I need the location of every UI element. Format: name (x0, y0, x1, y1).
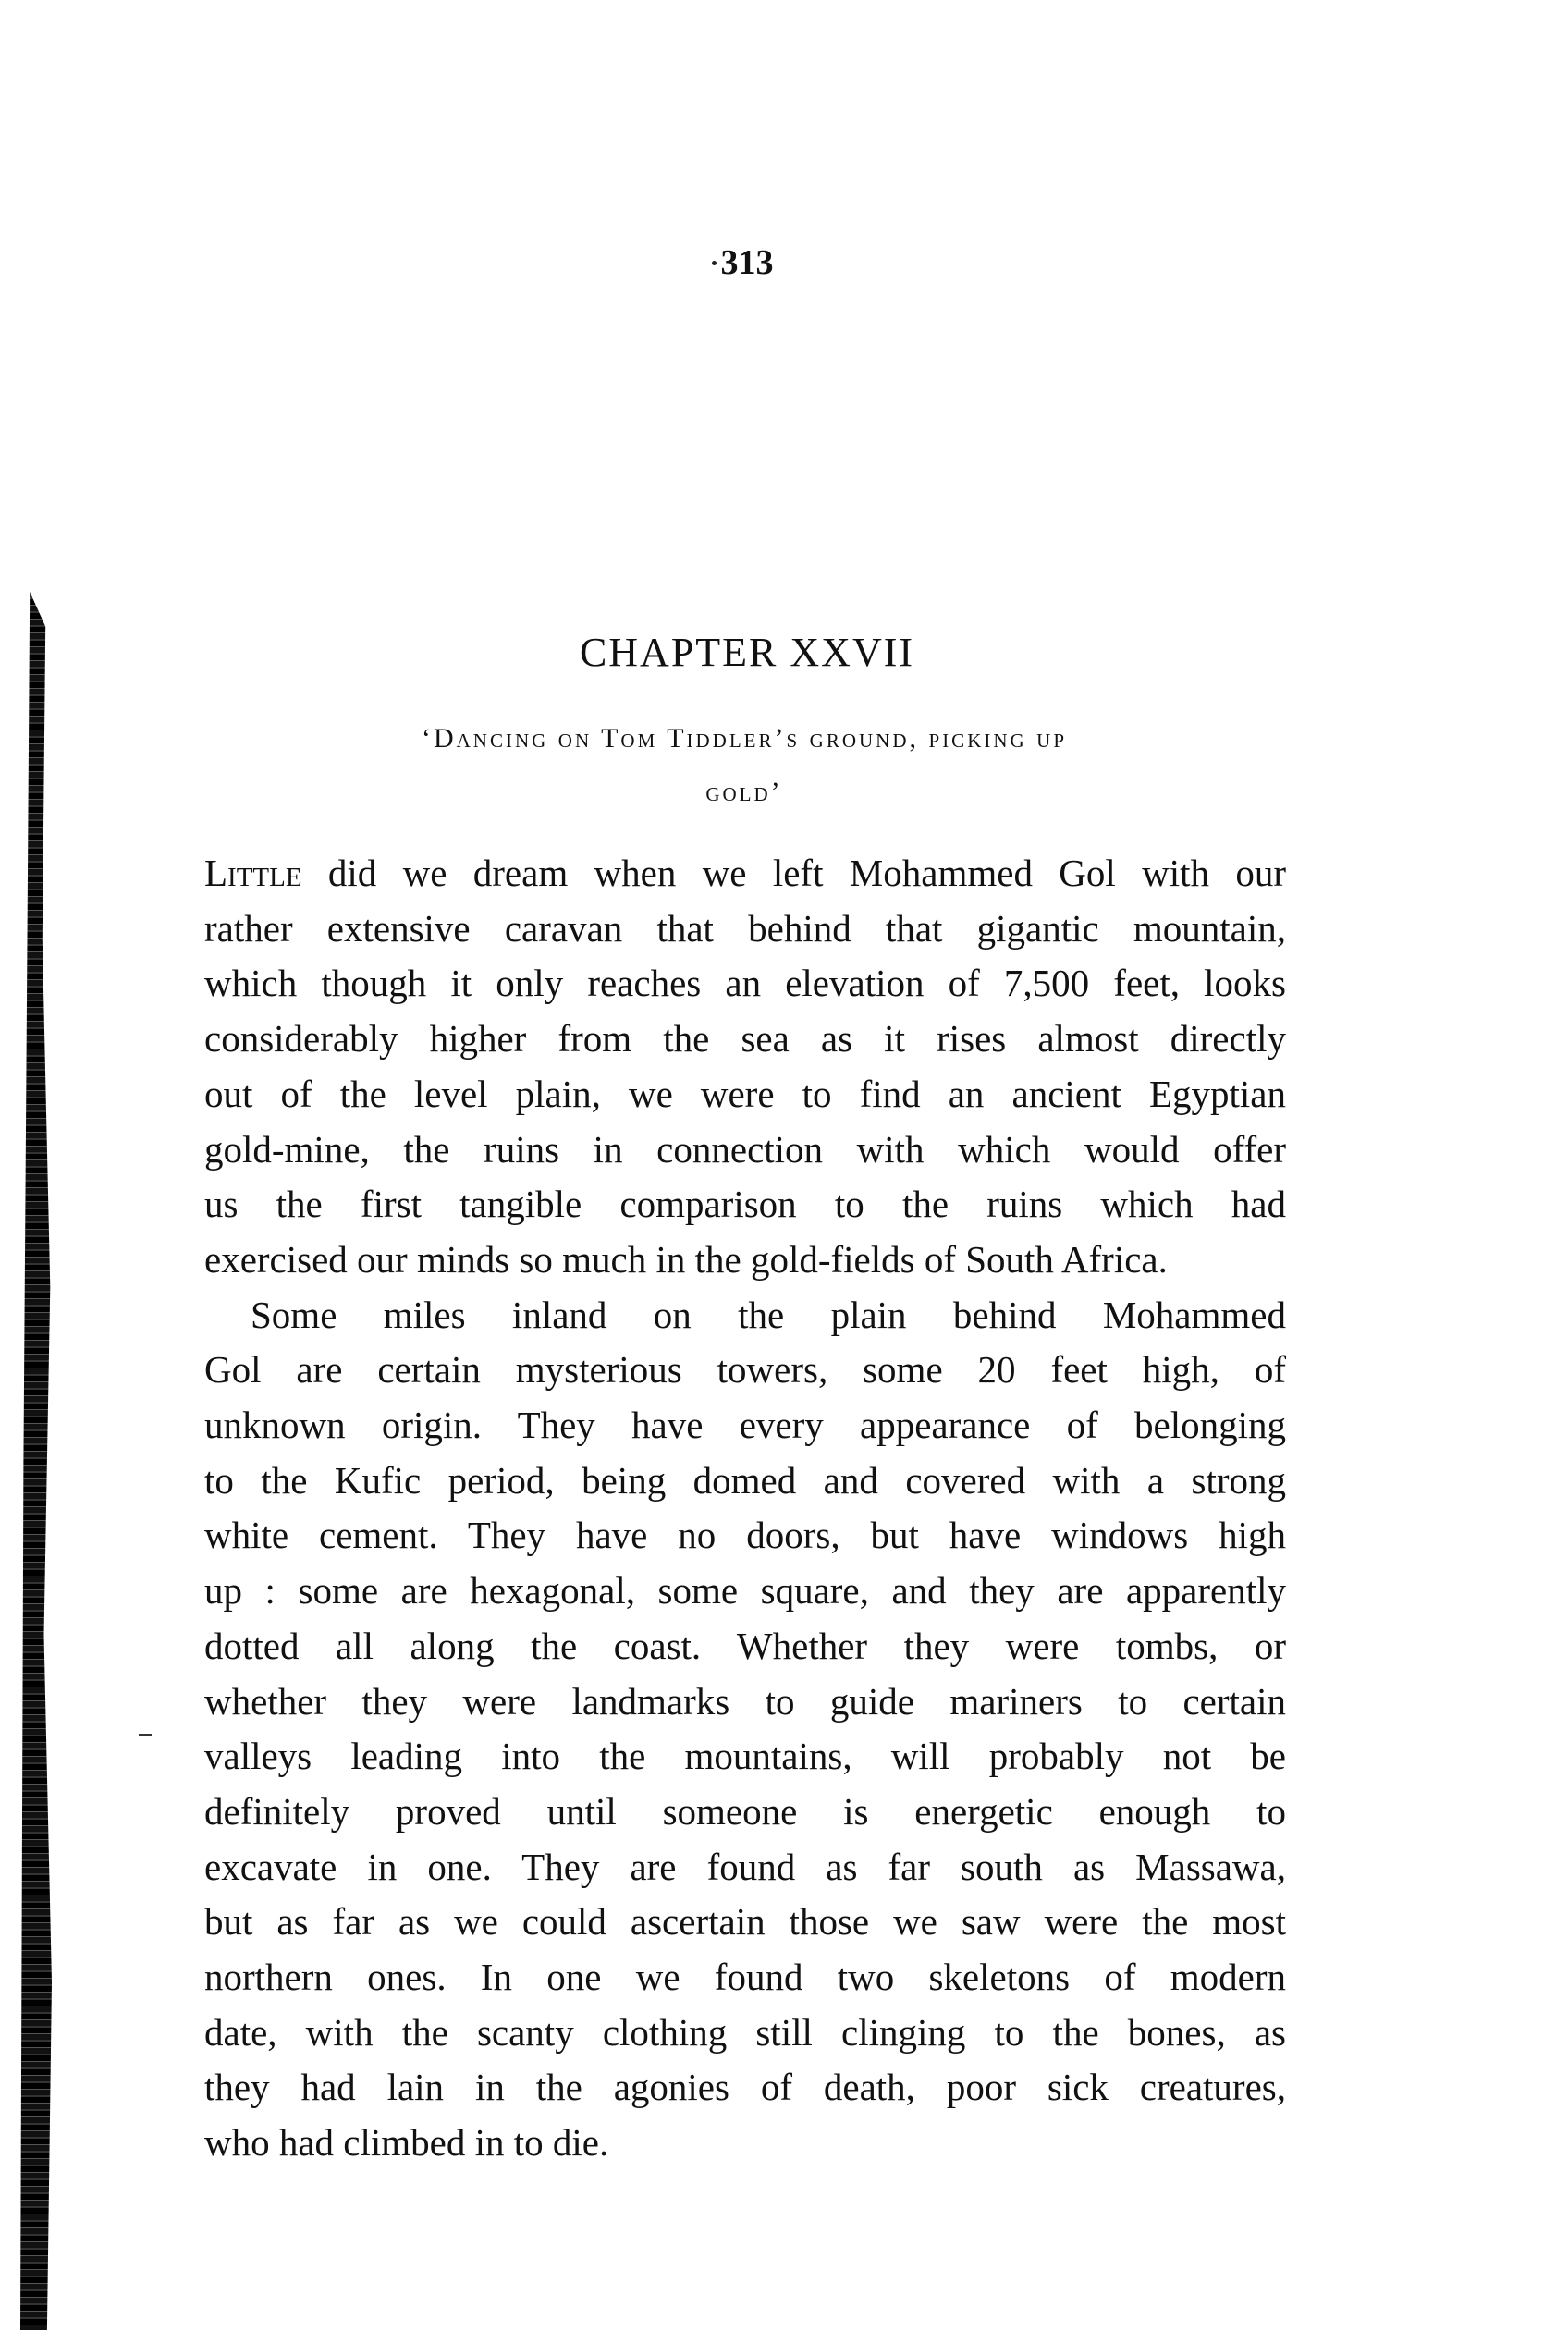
text-line: white cement. They have no doors, but have windows high (204, 1514, 1286, 1557)
text-line: Gol are certain mysterious towers, some 20 feet high, of (204, 1348, 1286, 1392)
opening-word: Little (204, 852, 302, 894)
text-line: us the first tangible comparison to the ruins which had (204, 1183, 1286, 1226)
text-line: date, with the scanty clothing still clinging to the bones, as (204, 2010, 1286, 2054)
text-line: whether they were landmarks to guide mariners to certain (204, 1679, 1286, 1723)
page-number: 313 (720, 243, 774, 282)
text-line: considerably higher from the sea as it rises almost directly (204, 1017, 1286, 1061)
chapter-subtitle (204, 712, 1284, 819)
subtitle-line: ‘Dancing on Tom Tiddler’s ground, picking up (421, 723, 1068, 754)
text-line: excavate in one. They are found as far south as Massawa, (204, 1845, 1286, 1888)
line-text: did we dream when we left Mohammed Gol with our (301, 852, 1286, 894)
body-text (204, 846, 1286, 2171)
text-line: definitely proved until someone is energetic enough to (204, 1789, 1286, 1833)
text-line: Some miles inland on the plain behind Mohammed (251, 1293, 1286, 1336)
text-line: who had climbed in to die. (204, 2121, 609, 2165)
chapter-title: CHAPTER XXVII (579, 630, 915, 675)
text-line: which though it only reaches an elevation of 7,500 feet, looks (204, 962, 1286, 1005)
subtitle-line: gold’ (705, 777, 783, 807)
text-line: to the Kufic period, being domed and covered with a strong (204, 1458, 1286, 1502)
text-line: but as far as we could ascertain those we saw were the most (204, 1900, 1286, 1944)
book-binding-edge (20, 592, 52, 2330)
text-line: up : some are hexagonal, some square, and they are apparently (204, 1569, 1286, 1613)
text-line: gold-mine, the ruins in connection with which would offer (204, 1127, 1286, 1171)
text-line: valleys leading into the mountains, will probably not be (204, 1735, 1286, 1778)
text-line: exercised our minds so much in the gold-fields of South Africa. (204, 1237, 1168, 1281)
text-line: dotted all along the coast. Whether they were tombs, or (204, 1624, 1286, 1667)
text-line (204, 846, 1286, 902)
margin-mark (139, 1734, 152, 1736)
text-line: rather extensive caravan that behind that gigantic mountain, (204, 906, 1286, 950)
text-line: they had lain in the agonies of death, poor sick creatures, (204, 2066, 1286, 2109)
text-line: northern ones. In one we found two skeletons of modern (204, 1956, 1286, 1999)
text-line: out of the level plain, we were to find an ancient Egyptian (204, 1072, 1286, 1115)
text-line: unknown origin. They have every appearance of belonging (204, 1404, 1286, 1447)
